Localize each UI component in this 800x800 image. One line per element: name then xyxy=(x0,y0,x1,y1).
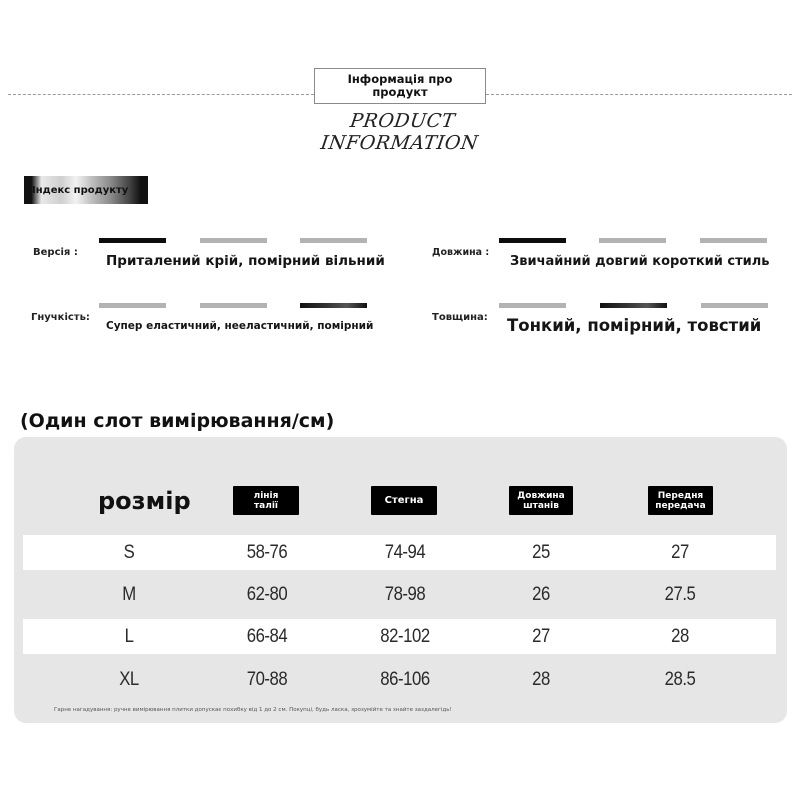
column-header-waist-line1: лінія xyxy=(253,490,279,501)
cell-waist: 58-76 xyxy=(246,541,288,563)
column-header-hips-label: Стегна xyxy=(384,494,424,506)
product-information-script-title: PRODUCT INFORMATION xyxy=(319,110,480,154)
cell-front-rise: 27 xyxy=(671,541,689,563)
attr-value-length: Звичайний довгий короткий стиль xyxy=(510,254,770,269)
cell-pants-length: 27 xyxy=(532,625,550,647)
cell-waist: 66-84 xyxy=(246,625,288,647)
cell-waist: 70-88 xyxy=(246,668,288,690)
size-column-header: розмір xyxy=(98,487,191,515)
attr-value-version: Приталений крій, помірний вільний xyxy=(106,253,385,269)
cell-hips: 74-94 xyxy=(384,541,426,563)
version-bar-1-active xyxy=(99,238,166,243)
flexibility-bar-1 xyxy=(99,303,166,308)
length-bar-2 xyxy=(599,238,666,243)
version-bar-2 xyxy=(200,238,267,243)
column-header-front-rise-line1: Передня xyxy=(657,490,704,501)
product-index-label: Індекс продукту xyxy=(32,184,129,196)
length-bar-3 xyxy=(700,238,767,243)
cell-size: S xyxy=(123,541,135,563)
table-row xyxy=(23,619,776,654)
product-index-badge xyxy=(24,176,148,204)
attr-value-flexibility: Супер еластичний, нееластичний, помірний xyxy=(106,320,374,332)
cell-hips: 82-102 xyxy=(380,625,430,647)
length-bar-1-active xyxy=(499,238,566,243)
cell-pants-length: 28 xyxy=(532,668,550,690)
flexibility-bar-2 xyxy=(200,303,267,308)
cell-front-rise: 27.5 xyxy=(664,583,696,605)
cell-front-rise: 28.5 xyxy=(664,668,696,690)
attr-value-thickness: Тонкий, помірний, товстий xyxy=(507,316,762,335)
flexibility-bar-3-active xyxy=(300,303,367,308)
column-header-pants-length-line1: Довжина xyxy=(517,490,565,501)
thickness-bar-2-active xyxy=(600,303,667,308)
column-header-front-rise xyxy=(648,486,713,515)
attr-label-length: Довжина : xyxy=(432,247,490,258)
dashed-divider-left xyxy=(8,94,314,95)
column-header-waist-line2: талії xyxy=(253,500,279,511)
version-bar-3 xyxy=(300,238,367,243)
measurement-unit-title: (Один слот вимірювання/см) xyxy=(20,410,335,432)
cell-size: M xyxy=(122,583,136,605)
column-header-pants-length-line2: штанів xyxy=(523,500,559,511)
column-header-waist xyxy=(233,486,299,515)
cell-size: L xyxy=(124,625,134,647)
column-header-hips xyxy=(371,486,437,515)
measurement-footnote: Гарне нагадування: ручне вимірювання плитки допускає похибку від 1 до 2 см. Покупці, будь ласка, зрозумійте та знайте заздалегідь! xyxy=(54,707,452,713)
dashed-divider-right xyxy=(486,94,792,95)
cell-pants-length: 26 xyxy=(532,583,550,605)
cell-waist: 62-80 xyxy=(246,583,288,605)
cell-size: XL xyxy=(119,668,139,690)
attr-label-thickness: Товщина: xyxy=(432,312,488,323)
column-header-pants-length xyxy=(509,486,573,515)
cell-pants-length: 25 xyxy=(532,541,550,563)
cell-hips: 78-98 xyxy=(384,583,426,605)
product-info-title: Інформація про продукт xyxy=(347,72,453,99)
product-info-title-box xyxy=(314,68,486,104)
cell-front-rise: 28 xyxy=(671,625,689,647)
table-row xyxy=(23,662,776,697)
cell-hips: 86-106 xyxy=(380,668,430,690)
table-row xyxy=(23,535,776,570)
column-header-front-rise-line2: передача xyxy=(655,500,706,511)
table-row xyxy=(23,577,776,612)
attr-label-version: Версія : xyxy=(33,247,78,258)
attr-label-flexibility: Гнучкість: xyxy=(31,312,90,323)
thickness-bar-1 xyxy=(499,303,566,308)
thickness-bar-3 xyxy=(701,303,768,308)
